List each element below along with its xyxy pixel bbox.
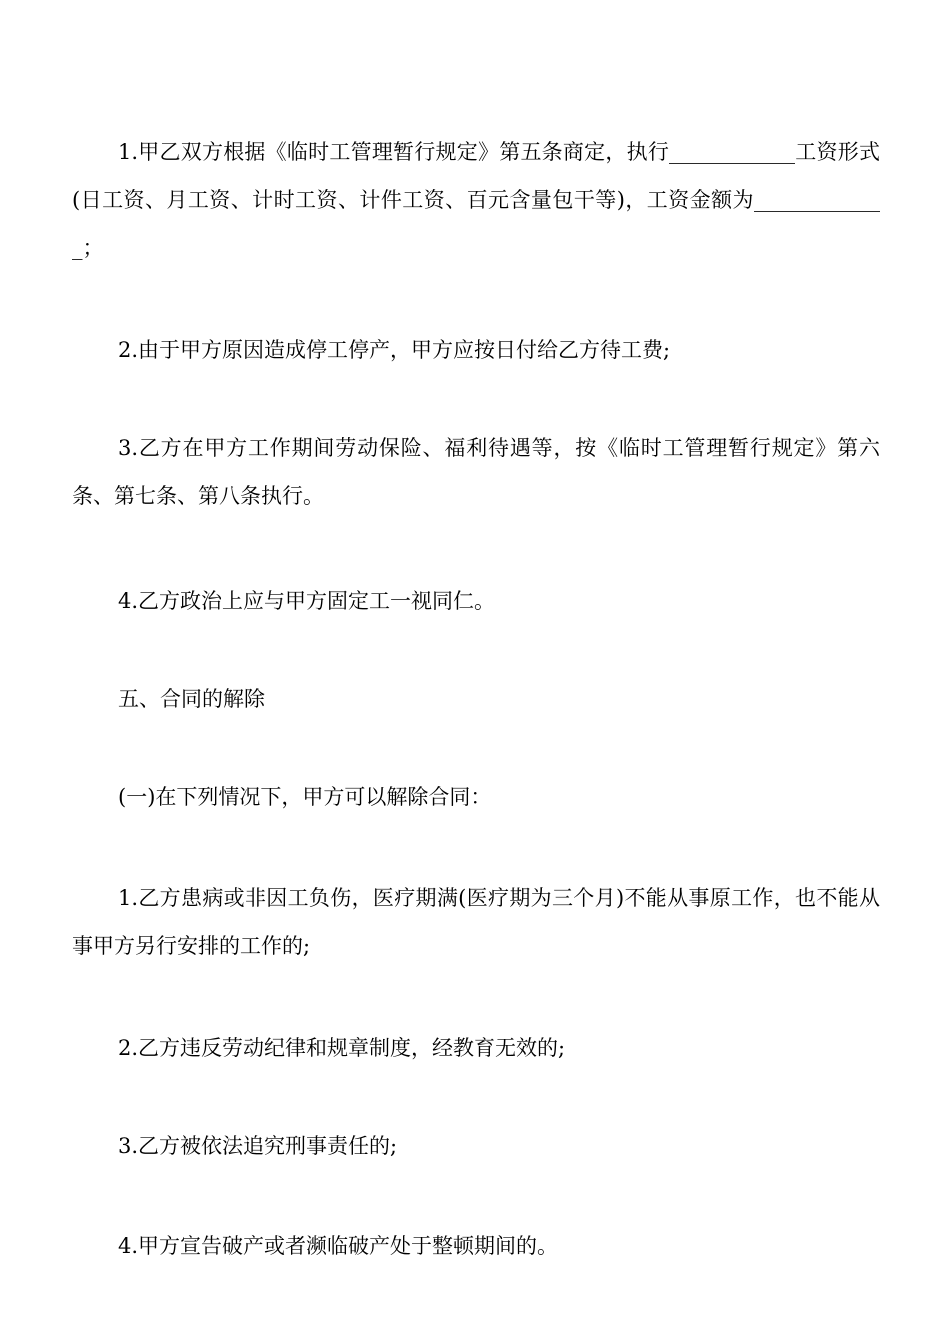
paragraph-insurance-welfare: 3.乙方在甲方工作期间劳动保险、福利待遇等，按《临时工管理暂行规定》第六条、第七条、第八条执行。 (72, 436, 880, 508)
subsection-heading-party-a-terminate: (一)在下列情况下，甲方可以解除合同： (118, 785, 492, 809)
paragraph-discipline-violation: 2.乙方违反劳动纪律和规章制度，经教育无效的; (118, 1036, 566, 1060)
paragraph-bankruptcy: 4.甲方宣告破产或者濒临破产处于整顿期间的。 (118, 1234, 559, 1258)
paragraph-idle-pay: 2.由于甲方原因造成停工停产，甲方应按日付给乙方待工费; (118, 338, 671, 362)
paragraph-wage-form: 1.甲乙双方根据《临时工管理暂行规定》第五条商定，执行____________工资形式(日工资、月工资、计时工资、计件工资、百元含量包干等)，工资金额为_____________； (72, 140, 880, 260)
paragraph-political-equality: 4.乙方政治上应与甲方固定工一视同仁。 (118, 589, 496, 613)
section-heading-termination: 五、合同的解除 (118, 687, 265, 711)
paragraph-criminal-liability: 3.乙方被依法追究刑事责任的; (118, 1134, 398, 1158)
paragraph-illness-injury: 1.乙方患病或非因工负伤，医疗期满(医疗期为三个月)不能从事原工作，也不能从事甲方另行安排的工作的; (72, 886, 880, 958)
document-page (72, 0, 880, 1344)
